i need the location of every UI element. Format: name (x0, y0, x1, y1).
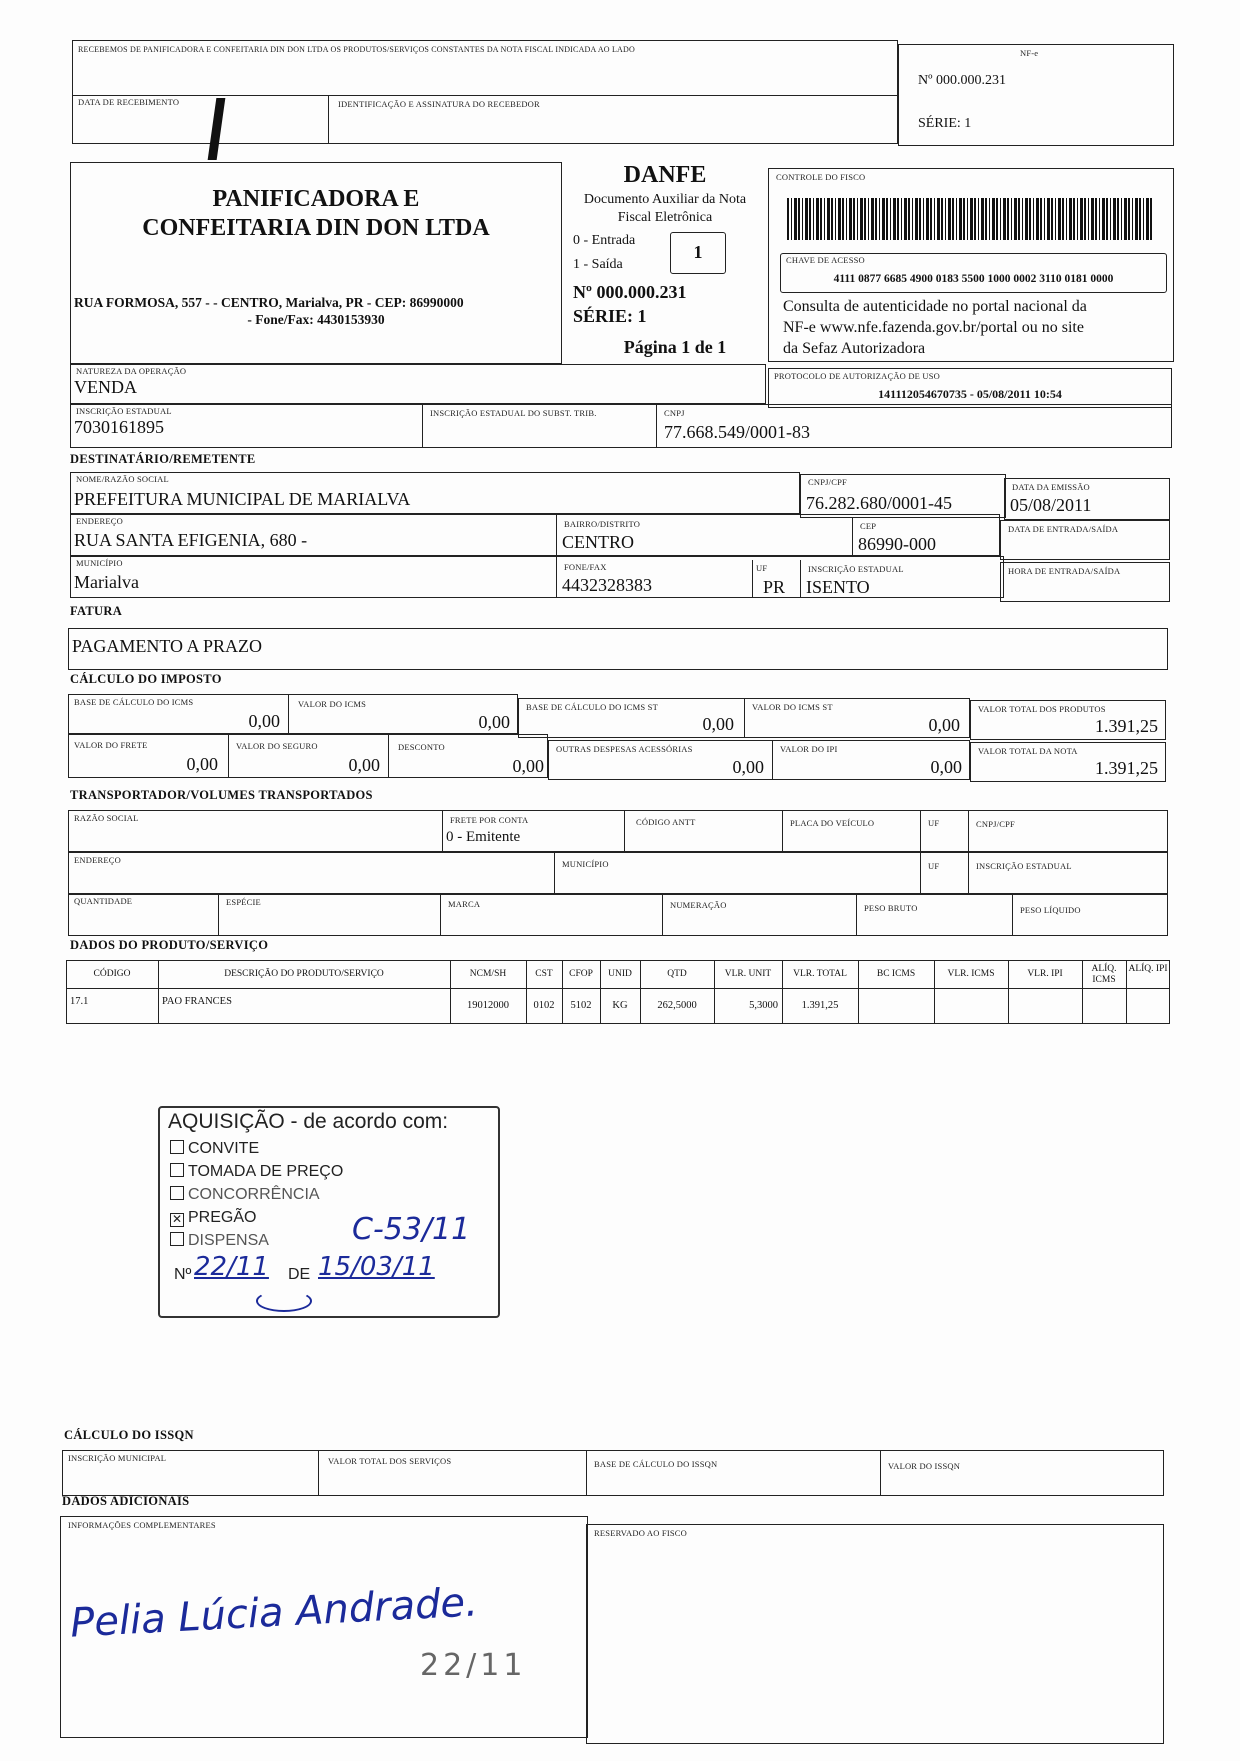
receipt-signature-label: IDENTIFICAÇÃO E ASSINATURA DO RECEBEDOR (338, 99, 540, 109)
icms: 0,00 (478, 712, 510, 732)
consult-line-3: da Sefaz Autorizadora (783, 340, 926, 357)
issuer-cnpj-value: 77.668.549/0001-83 (664, 422, 810, 442)
row-description: PAO FRANCES (162, 996, 232, 1007)
danfe-subtitle-2: Fiscal Eletrônica (617, 210, 713, 225)
phone-label: FONE/FAX (564, 562, 607, 572)
issqn-services-label: VALOR TOTAL DOS SERVIÇOS (328, 1456, 452, 1466)
fisco-control-label: CONTROLE DO FISCO (776, 172, 866, 182)
col-description: DESCRIÇÃO DO PRODUTO/SERVIÇO (224, 969, 384, 979)
row-cfop: 5102 (570, 1000, 592, 1011)
recipient-ie: ISENTO (806, 577, 870, 597)
stamp-title: AQUISIÇÃO - de acordo com: (168, 1110, 449, 1133)
danfe-title: DANFE (623, 162, 707, 188)
ipi-value: 0,00 (930, 757, 962, 777)
products-section: DADOS DO PRODUTO/SERVIÇO (70, 938, 269, 952)
recipient-name: PREFEITURA MUNICIPAL DE MARIALVA (74, 489, 411, 509)
carrier-address-label: ENDEREÇO (74, 855, 121, 865)
col-icms: VLR. ICMS (947, 969, 995, 979)
issuer-name-2: CONFEITARIA DIN DON LTDA (142, 215, 490, 241)
stamp-option-5 (170, 1232, 269, 1250)
col-code: CÓDIGO (93, 969, 131, 979)
carrier-uf-label: UF (928, 818, 940, 828)
issuer-name-1: PANIFICADORA E (212, 186, 420, 212)
cep-label: CEP (860, 521, 877, 531)
stamp-date-label: DE (288, 1266, 311, 1283)
pregao-checkbox-checked: ✕ (171, 1212, 183, 1226)
handwritten-note: 22/11 (420, 1648, 527, 1683)
total-products: 1.391,25 (1095, 716, 1158, 736)
other-value: 0,00 (732, 757, 764, 777)
freight-value: 0,00 (186, 754, 218, 774)
consult-line-1: Consulta de autenticidade no portal nacional da (783, 298, 1087, 315)
carrier-city-label: MUNICÍPIO (562, 859, 609, 869)
danfe-exit: 1 - Saída (573, 257, 623, 272)
tomada-checkbox (170, 1163, 184, 1177)
discount-label: DESCONTO (398, 742, 445, 752)
city: Marialva (74, 572, 139, 592)
issue-date: 05/08/2011 (1010, 495, 1092, 515)
issuer-address-2: - Fone/Fax: 4430153930 (247, 312, 385, 327)
access-key-label: CHAVE DE ACESSO (786, 255, 865, 265)
recipient-address-label: ENDEREÇO (76, 516, 123, 526)
convite-label: CONVITE (188, 1140, 260, 1157)
city-label: MUNICÍPIO (76, 558, 123, 568)
receipt-text: RECEBEMOS DE PANIFICADORA E CONFEITARIA DIN DON LTDA OS PRODUTOS/SERVIÇOS CONSTANTES DA NOTA FISCAL INDICADA AO LADO (78, 45, 635, 54)
danfe-subtitle-1: Documento Auxiliar da Nota (583, 192, 747, 207)
col-ipi: VLR. IPI (1027, 969, 1063, 979)
insurance-label: VALOR DO SEGURO (236, 741, 318, 751)
total-label: VALOR TOTAL DA NOTA (978, 746, 1078, 756)
col-ncm: NCM/SH (469, 969, 507, 979)
carrier-ie-label: INSCRIÇÃO ESTADUAL (976, 861, 1072, 871)
col-unit-price: VLR. UNIT (724, 969, 772, 979)
receipt-date-label: DATA DE RECEBIMENTO (78, 97, 180, 107)
col-bc-icms: BC ICMS (876, 969, 916, 979)
col-cfop: CFOP (569, 969, 593, 979)
plate-label: PLACA DO VEÍCULO (790, 818, 875, 828)
additional-section: DADOS ADICIONAIS (62, 1494, 190, 1508)
species-label: ESPÉCIE (226, 897, 261, 907)
phone: 4432328383 (562, 575, 652, 595)
canhoto-series: SÉRIE: 1 (918, 116, 972, 131)
access-key: 4111 0877 6685 4900 0183 5500 1000 0002 3110 0181 0000 (833, 273, 1114, 285)
icms-st: 0,00 (928, 715, 960, 735)
recipient-ie-label: INSCRIÇÃO ESTADUAL (808, 564, 904, 574)
tax-section: CÁLCULO DO IMPOSTO (70, 672, 222, 686)
gross-weight-label: PESO BRUTO (864, 903, 918, 913)
stamp-number-value: 22/11 (194, 1252, 269, 1282)
base-st-label: BASE DE CÁLCULO DO ICMS ST (526, 702, 659, 712)
other-label: OUTRAS DESPESAS ACESSÓRIAS (556, 744, 693, 754)
stamp-option-3 (170, 1186, 320, 1204)
stamp-option-2 (170, 1163, 343, 1181)
base-icms-label: BASE DE CÁLCULO DO ICMS (74, 697, 194, 707)
carrier-cnpj-label: CNPJ/CPF (976, 819, 1015, 829)
reserved-label: RESERVADO AO FISCO (594, 1528, 687, 1538)
row-unit: KG (612, 1000, 628, 1011)
recipient-name-label: NOME/RAZÃO SOCIAL (76, 474, 169, 484)
recipient-section: DESTINATÁRIO/REMETENTE (70, 452, 256, 466)
invoice-value: PAGAMENTO A PRAZO (72, 636, 263, 656)
cep: 86990-000 (858, 534, 936, 554)
ie-label: INSCRIÇÃO ESTADUAL (76, 406, 172, 416)
district: CENTRO (562, 532, 634, 552)
numbering-label: NUMERAÇÃO (670, 900, 727, 910)
discount-value: 0,00 (512, 756, 544, 776)
col-unit: UNID (608, 969, 632, 979)
stamp-signature-scribble (256, 1290, 312, 1312)
base-st: 0,00 (702, 714, 734, 734)
danfe-number: Nº 000.000.231 (573, 282, 687, 302)
dispensa-label: DISPENSA (188, 1232, 269, 1249)
protocol-label: PROTOCOLO DE AUTORIZAÇÃO DE USO (774, 371, 940, 381)
freight-mode: 0 - Emitente (446, 829, 521, 845)
issqn-value-label: VALOR DO ISSQN (888, 1461, 961, 1471)
entry-date-label: DATA DE ENTRADA/SAÍDA (1008, 524, 1119, 534)
col-aliq-icms: ALÍQ. ICMS (1091, 964, 1117, 985)
net-weight-label: PESO LÍQUIDO (1020, 905, 1081, 915)
dispensa-checkbox (170, 1232, 184, 1246)
row-total: 1.391,25 (801, 1000, 839, 1011)
tomada-label: TOMADA DE PREÇO (188, 1163, 344, 1180)
icms-label: VALOR DO ICMS (298, 699, 367, 709)
col-qty: QTD (667, 969, 687, 979)
insurance-value: 0,00 (348, 755, 380, 775)
recipient-address: RUA SANTA EFIGENIA, 680 - (74, 530, 308, 550)
row-cst: 0102 (533, 1000, 555, 1011)
carrier-uf2-label: UF (928, 861, 940, 871)
stamp-hand-reference: C-53/11 (352, 1212, 471, 1247)
stamp-number-label: Nº (174, 1266, 192, 1283)
uf: PR (763, 577, 786, 597)
consult-line-2: NF-e www.nfe.fazenda.gov.br/portal ou no site (783, 319, 1084, 336)
time-label: HORA DE ENTRADA/SAÍDA (1008, 566, 1121, 576)
pregao-label: PREGÃO (188, 1209, 257, 1226)
concorrencia-checkbox (170, 1186, 184, 1200)
total-products-label: VALOR TOTAL DOS PRODUTOS (978, 704, 1106, 714)
col-aliq-ipi: ALÍQ. IPI (1128, 964, 1168, 974)
transport-row-1 (68, 810, 1168, 852)
danfe-type-value: 1 (693, 242, 703, 262)
nature-value: VENDA (74, 377, 137, 397)
danfe-series: SÉRIE: 1 (573, 306, 647, 326)
nature-label: NATUREZA DA OPERAÇÃO (76, 366, 187, 376)
issuer-cnpj-label: CNPJ (664, 408, 685, 418)
issqn-base-label: BASE DE CÁLCULO DO ISSQN (594, 1459, 718, 1469)
transport-section: TRANSPORTADOR/VOLUMES TRANSPORTADOS (70, 788, 373, 802)
additional-info-label: INFORMAÇÕES COMPLEMENTARES (68, 1520, 216, 1530)
ipi-label: VALOR DO IPI (780, 744, 838, 754)
base-icms: 0,00 (248, 711, 280, 731)
barcode (787, 198, 1152, 240)
protocol-value: 141112054670735 - 05/08/2011 10:54 (878, 387, 1062, 401)
icms-st-label: VALOR DO ICMS ST (752, 702, 833, 712)
row-code: 17.1 (70, 996, 89, 1007)
brand-label: MARCA (448, 899, 481, 909)
freight-mode-label: FRETE POR CONTA (450, 815, 529, 825)
row-unit-price: 5,3000 (749, 1000, 778, 1011)
transport-row-2 (68, 852, 1168, 894)
total-value: 1.391,25 (1095, 758, 1158, 778)
col-total: VLR. TOTAL (793, 969, 847, 979)
canhoto-box (72, 40, 898, 144)
stamp-date-value: 15/03/11 (318, 1252, 435, 1282)
canhoto-number: Nº 000.000.231 (918, 73, 1006, 88)
convite-checkbox (170, 1140, 184, 1154)
antt-label: CÓDIGO ANTT (636, 817, 696, 827)
row-ncm: 19012000 (467, 1000, 509, 1011)
col-cst: CST (535, 969, 553, 979)
issqn-row (62, 1450, 1164, 1496)
concorrencia-label: CONCORRÊNCIA (188, 1186, 320, 1203)
reserved-box (586, 1524, 1164, 1744)
recipient-cnpj-label: CNPJ/CPF (808, 477, 847, 487)
district-label: BAIRRO/DISTRITO (564, 519, 641, 529)
stamp-option-1 (170, 1140, 259, 1158)
uf-label: UF (756, 563, 768, 573)
ie-box (70, 404, 1172, 448)
ie-value: 7030161895 (74, 417, 164, 437)
issqn-municipal-label: INSCRIÇÃO MUNICIPAL (68, 1453, 167, 1463)
issqn-section: CÁLCULO DO ISSQN (64, 1428, 194, 1442)
canhoto-nfe-label: NF-e (1020, 48, 1039, 58)
stamp-option-4 (170, 1209, 256, 1227)
ie-st-label: INSCRIÇÃO ESTADUAL DO SUBST. TRIB. (430, 408, 597, 418)
freight-label: VALOR DO FRETE (74, 740, 148, 750)
carrier-name-label: RAZÃO SOCIAL (74, 813, 139, 823)
issue-date-label: DATA DA EMISSÃO (1012, 482, 1090, 492)
danfe-page: Página 1 de 1 (623, 337, 727, 357)
issuer-address-1: RUA FORMOSA, 557 - - CENTRO, Marialva, PR - CEP: 86990000 (74, 295, 464, 310)
qty-label: QUANTIDADE (74, 896, 133, 906)
invoice-section: FATURA (70, 604, 123, 618)
row-qty: 262,5000 (657, 1000, 697, 1011)
handwritten-signature: Pelia Lúcia Andrade. (69, 1579, 479, 1647)
recipient-cnpj: 76.282.680/0001-45 (806, 493, 952, 513)
danfe-entry: 0 - Entrada (573, 233, 636, 248)
